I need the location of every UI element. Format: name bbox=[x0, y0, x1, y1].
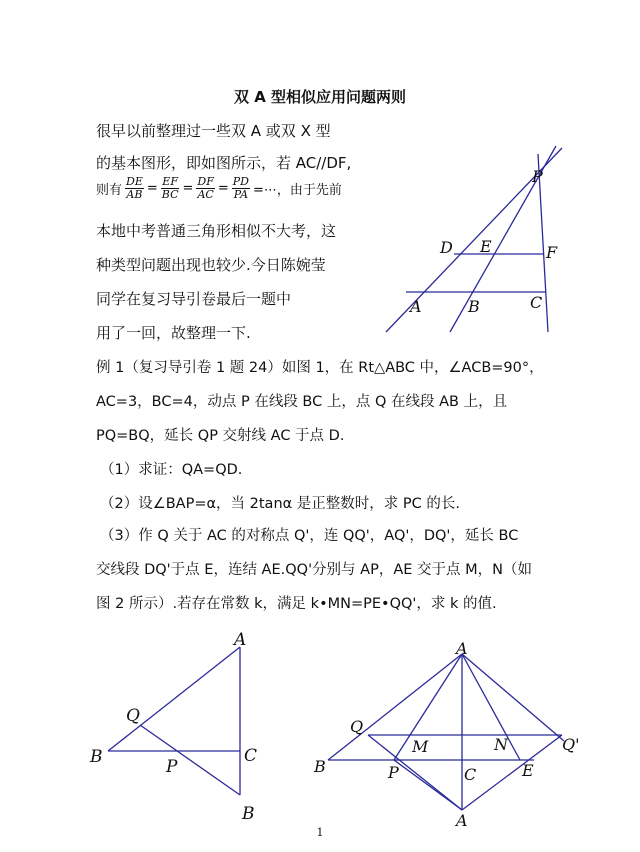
question-2: （2）设∠BAP=α，当 2tanα 是正整数时，求 PC 的长. bbox=[100, 496, 460, 512]
fig2-label-N: N bbox=[494, 735, 508, 754]
fig-top-label-D: D bbox=[440, 238, 453, 257]
fig2-label-A-bottom: A bbox=[456, 811, 468, 830]
fig2-label-E: E bbox=[522, 761, 534, 780]
intro-line-5: 种类型问题出现也较少.今日陈婉莹 bbox=[96, 256, 326, 274]
intro-line-2: 的基本图形，即如图所示，若 AC//DF, bbox=[96, 154, 352, 172]
intro-line-7: 用了一回，故整理一下. bbox=[96, 324, 251, 342]
fig1-label-A: A bbox=[234, 630, 247, 650]
fig-top-label-F: F bbox=[546, 243, 558, 262]
example-line-1: 例 1（复习导引卷 1 题 24）如图 1，在 Rt△ABC 中，∠ACB=90°， bbox=[96, 360, 544, 376]
equals-sign: = bbox=[217, 181, 229, 196]
fig2-label-Q: Q bbox=[350, 717, 364, 736]
fig2-label-Qprime: Q' bbox=[562, 735, 580, 754]
equals-sign: = bbox=[182, 181, 194, 196]
page-title: 双 A 型相似应用问题两则 bbox=[233, 88, 407, 106]
intro-ratio-prefix: 则有 bbox=[96, 183, 123, 198]
fig2-label-A-top: A bbox=[456, 640, 468, 658]
intro-line-6: 同学在复习导引卷最后一题中 bbox=[96, 290, 292, 308]
intro-ratio-line bbox=[96, 176, 342, 201]
figure-1 bbox=[80, 625, 280, 825]
page-number: 1 bbox=[316, 826, 324, 839]
ratio-frac-1: $\frac{DE}{AB}$ bbox=[126, 175, 143, 201]
fig2-label-M: M bbox=[412, 737, 429, 756]
double-a-figure bbox=[380, 140, 580, 340]
fig-top-label-B: B bbox=[468, 297, 480, 316]
fig-top-label-E: E bbox=[480, 237, 492, 256]
fig1-label-P: P bbox=[166, 757, 178, 777]
fig2-label-B: B bbox=[314, 757, 326, 776]
question-3-line-1: （3）作 Q 关于 AC 的对称点 Q'，连 QQ'，AQ'，DQ'，延长 BC bbox=[100, 528, 519, 544]
equals-sign: = bbox=[146, 181, 158, 196]
fig1-label-B: B bbox=[90, 747, 103, 767]
fig2-label-C: C bbox=[464, 765, 477, 784]
ratio-tail: =⋯，由于先前 bbox=[253, 183, 342, 198]
ratio-frac-3: $\frac{DF}{AC}$ bbox=[197, 175, 214, 201]
question-3-line-2: 交线段 DQ'于点 E，连结 AE.QQ'分别与 AP，AE 交于点 M，N（如 bbox=[96, 562, 532, 578]
fig-top-label-C: C bbox=[530, 293, 543, 312]
example-line-3: PQ=BQ，延长 QP 交射线 AC 于点 D. bbox=[96, 428, 345, 444]
fig1-label-C: C bbox=[244, 746, 258, 766]
fig-top-label-A: A bbox=[410, 297, 422, 316]
question-3-line-3: 图 2 所示）.若存在常数 k，满足 k•MN=PE•QQ'，求 k 的值. bbox=[96, 596, 497, 612]
fig2-label-P: P bbox=[388, 763, 399, 782]
figure-2 bbox=[310, 640, 610, 830]
fig-top-label-P: P bbox=[532, 167, 543, 186]
fig1-label-B2: B bbox=[242, 804, 255, 824]
intro-line-1: 很早以前整理过一些双 A 或双 X 型 bbox=[96, 122, 331, 140]
fig1-label-Q: Q bbox=[126, 706, 140, 726]
question-1: （1）求证：QA=QD. bbox=[100, 462, 243, 478]
intro-line-4: 本地中考普通三角形相似不大考，这 bbox=[96, 222, 337, 240]
example-line-2: AC=3，BC=4，动点 P 在线段 BC 上，点 Q 在线段 AB 上，且 bbox=[96, 394, 508, 410]
ratio-frac-2: $\frac{EF}{BC}$ bbox=[161, 175, 179, 201]
ratio-frac-4: $\frac{PD}{PA}$ bbox=[232, 175, 249, 201]
